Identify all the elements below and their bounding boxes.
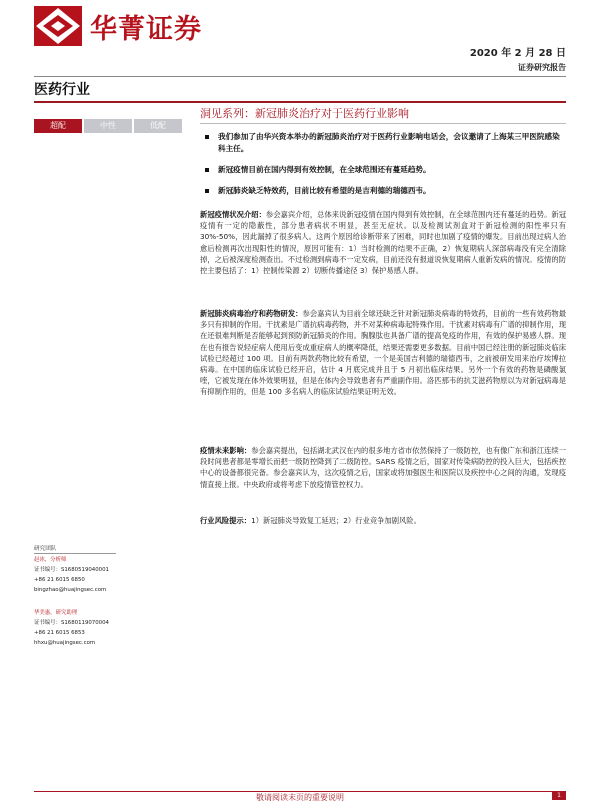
- section-treatment-rd: [200, 308, 566, 398]
- rating-selector: [34, 119, 184, 133]
- section-heading: 新冠疫情状况介绍：: [200, 210, 266, 219]
- report-type: 证券研究报告: [518, 63, 566, 72]
- industry-divider: [34, 101, 566, 103]
- section-heading: 疫情未来影响：: [200, 446, 252, 455]
- section-text: 参会嘉宾提出，包括湖北武汉在内的很多地方省市依然保持了一级防控，也有像广东和浙江连续一段时间患者都是零增长而把一级防控降到了二级防控。SARS 疫情之后，国家对传染病防控的投入巨大，包括疾控中心的设备都很完备。参会嘉宾认为，这次疫情之后，国家或将加强医生和医院以及疾控中心之间的沟通，发现疫情直接上报。中央政府或将考虑下放疫情管控权力。: [200, 446, 567, 489]
- title-divider: [200, 123, 566, 124]
- section-epidemic-status: [200, 209, 566, 276]
- team-divider: [34, 553, 116, 554]
- section-heading: 新冠肺炎病毒治疗和药物研发：: [200, 309, 303, 318]
- section-risk: [200, 515, 566, 526]
- section-text: 1）新冠肺炎导致复工延迟；2）行业竞争加剧风险。: [251, 516, 421, 525]
- footer-notice: 敬请阅读末页的重要说明: [256, 793, 344, 802]
- key-point: 我们参加了由华兴资本举办的新冠肺炎治疗对于医药行业影响电话会，会议邀请了上海某三甲医院感染科主任。: [200, 131, 566, 155]
- analyst-card: [34, 555, 109, 595]
- logo: [34, 6, 202, 46]
- logo-text: 华菁证券: [90, 13, 202, 45]
- analyst-name: 赵冰，分析师: [34, 557, 67, 563]
- report-date: 2020 年 2 月 28 日: [469, 48, 566, 59]
- rating-underweight: 低配: [134, 119, 182, 133]
- report-title: 洞见系列：新冠肺炎治疗对于医药行业影响: [200, 107, 409, 120]
- key-point: 新冠疫情目前在国内得到有效控制，在全球范围还有蔓延趋势。: [200, 164, 566, 176]
- header-divider: [34, 76, 566, 77]
- analyst-email[interactable]: hhxu@huajingsec.com: [34, 640, 96, 646]
- rating-neutral: 中性: [84, 119, 132, 133]
- section-text: 参会嘉宾认为目前全球还缺乏针对新冠肺炎病毒的特效药，目前的一些有效药物最多只有抑制的作用。干扰素是广谱抗病毒药物，并不对某种病毒起特殊作用。干扰素对病毒有广谱的抑制作用，现在还很难判断是否能够起到预防新冠肺炎的作用。胸腺肽也具备广谱的提高免疫的作用，有效的保护易感人群。现在也有报告说轻症病人使用后变成重症病人的概率降低，结果还需要更多数据。目前中国已经注册的新冠肺炎临床试验已经超过 100 项。目前有两款药物比较有希望，一个是美国吉利德的瑞德西韦，之前被研发用来治疗埃博拉病毒。在中国的临床试验已经开启，估计 4 月底完成并且于 5 月初出临床结果。另外一个有效的药物是磷酸氯喹，它被发现在体外效果明显，但是在体内会导致患者有严重副作用。洛匹那韦的抗艾滋药物原以为对新冠病毒是有抑制作用的，但是 100 多名病人的临床试验结果证明无效。: [200, 309, 567, 397]
- analyst-cert: 证书编号：S1680119070004: [34, 620, 109, 626]
- analyst-phone: +86 21 6015 6853: [34, 630, 85, 636]
- industry-title: 医药行业: [34, 82, 90, 98]
- analyst-email[interactable]: bingzhao@huajingsec.com: [34, 587, 107, 593]
- section-text: 参会嘉宾介绍，总体来说新冠疫情在国内得到有效控制，在全球范围内还有蔓延的趋势。新冠疫情有一定的隐蔽性，部分患者病状不明显，甚至无症状。以及检测试剂盒对于新冠检测的阳性率只有 30%-50%，因此漏掉了很多病人。这两个原因给诊断带来了困难，同时也加剧了疫情的爆发。目前出现过病人治愈后检测再次出现阳性的情况，原因可能有：1）当时检测的结果不正确，2）恢复期病人深部病毒没有完全清除掉，之后被深度检测查出。不过检测到病毒不一定发病，目前还没有报道说恢复期病人重新发病的情况。疫情的防控主要包括了：1）控制传染源 2）切断传播途径 3）保护易感人群。: [200, 210, 567, 276]
- hj-logo-icon: [34, 6, 82, 46]
- analyst-cert: 证书编号：S1680519040001: [34, 567, 109, 573]
- page-number: 1: [552, 792, 566, 800]
- key-points: [200, 131, 566, 206]
- analyst-name: 华美惠，研究助理: [34, 610, 78, 616]
- rating-overweight: 超配: [34, 119, 82, 133]
- team-title: 研究团队: [34, 546, 57, 552]
- section-future-impact: [200, 445, 566, 490]
- analyst-phone: +86 21 6015 6850: [34, 577, 85, 583]
- key-point: 新冠肺炎缺乏特效药，目前比较有希望的是吉利德的瑞德西韦。: [200, 185, 566, 197]
- analyst-card: [34, 608, 109, 648]
- section-heading: 行业风险提示：: [200, 516, 252, 525]
